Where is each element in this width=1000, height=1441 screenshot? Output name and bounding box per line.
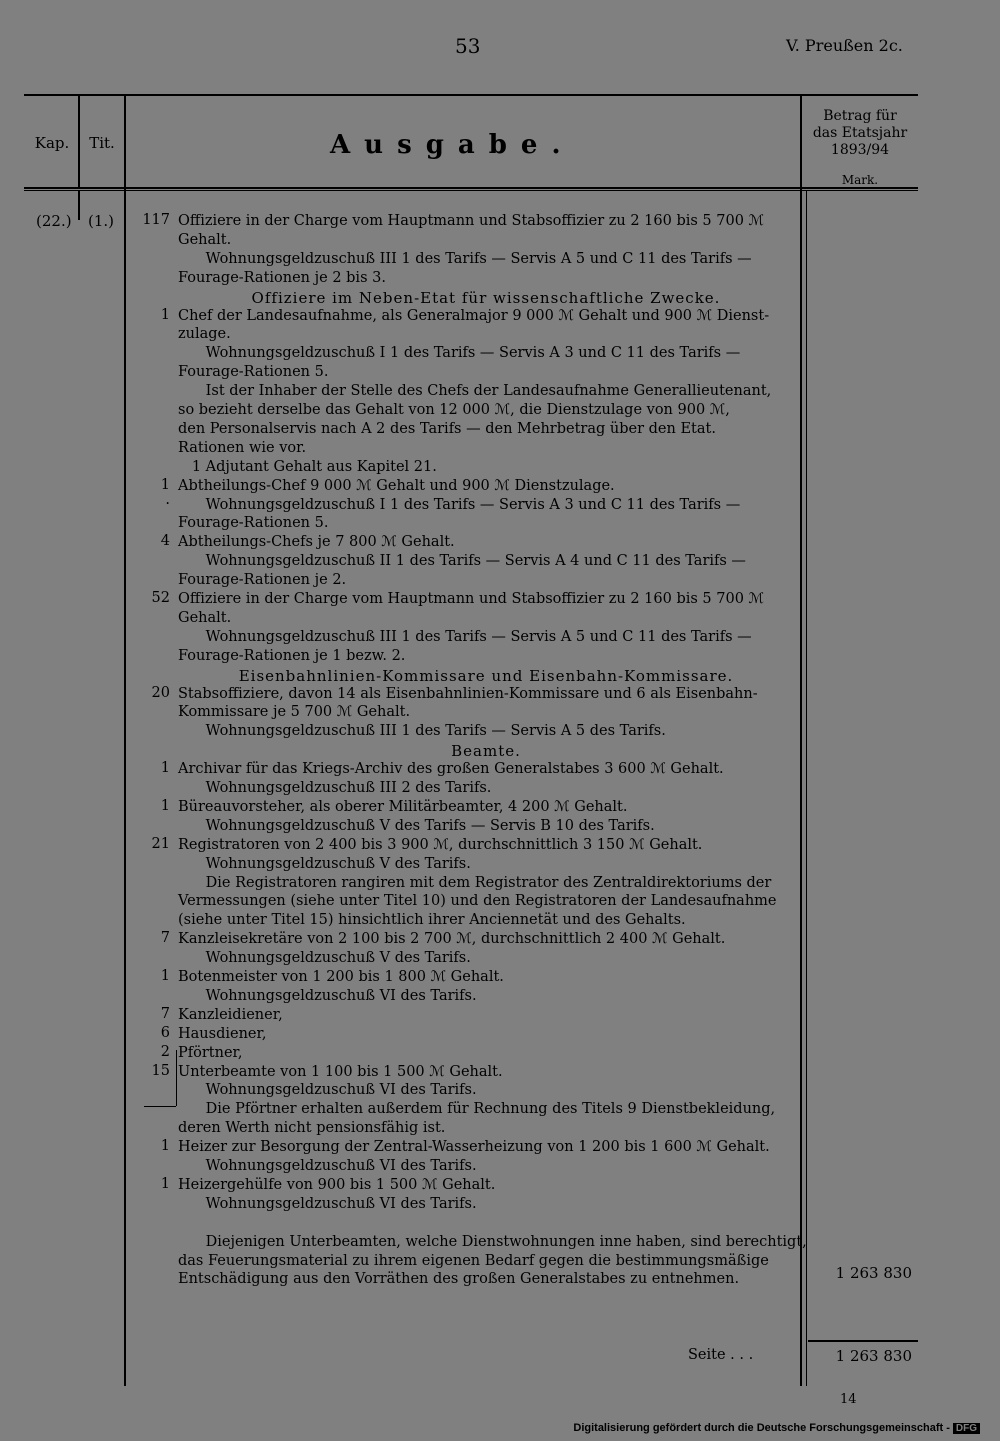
col-kap-header: Kap. bbox=[34, 134, 70, 152]
count: 21 bbox=[151, 835, 170, 852]
text-line: Wohnungsgeldzuschuß I 1 des Tarifs — Servis A 3 und C 11 des Tarifs — bbox=[178, 496, 741, 513]
count: 20 bbox=[151, 684, 170, 701]
text-line: Kanzleidiener, bbox=[178, 1006, 283, 1023]
text-line: Fourage-Rationen je 1 bezw. 2. bbox=[178, 647, 406, 664]
text-line: Stabsoffiziere, davon 14 als Eisenbahnlinien-Kommissare und 6 als Eisenbahn- bbox=[178, 685, 758, 702]
text-line: Wohnungsgeldzuschuß VI des Tarifs. bbox=[178, 1158, 477, 1174]
bracket-line bbox=[176, 1050, 177, 1106]
text-line: Entschädigung aus den Vorräthen des großen Generalstabes zu entnehmen. bbox=[178, 1271, 740, 1288]
text-line: 1 Adjutant Gehalt aus Kapitel 21. bbox=[178, 458, 437, 475]
text-line: Abtheilungs-Chefs je 7 800 ℳ Gehalt. bbox=[178, 534, 455, 551]
section-heading: Eisenbahnlinien-Kommissare und Eisenbahn-Kommissare. bbox=[238, 666, 734, 685]
table-header-rule-2 bbox=[24, 190, 918, 191]
seite-total: 1 263 830 bbox=[835, 1347, 912, 1365]
text-line: Wohnungsgeldzuschuß III 1 des Tarifs — Servis A 5 und C 11 des Tarifs — bbox=[178, 250, 752, 267]
count: 1 bbox=[160, 476, 170, 493]
text-line: Unterbeamte von 1 100 bis 1 500 ℳ Gehalt. bbox=[178, 1063, 503, 1080]
betrag-line-3: 1893/94 bbox=[830, 142, 890, 158]
text-line: Diejenigen Unterbeamten, welche Dienstwohnungen inne haben, sind berechtigt, bbox=[178, 1233, 807, 1250]
text-line: Die Pförtner erhalten außerdem für Rechnung des Titels 9 Dienstbekleidung, bbox=[178, 1101, 776, 1118]
footer-credit bbox=[573, 1422, 980, 1434]
text-line: Wohnungsgeldzuschuß VI des Tarifs. bbox=[178, 987, 477, 1004]
text-line: Chef der Landesaufnahme, als Generalmajor 9 000 ℳ Gehalt und 900 ℳ Dienst- bbox=[178, 307, 770, 324]
count: 1 bbox=[160, 797, 170, 814]
text-line: Wohnungsgeldzuschuß VI des Tarifs. bbox=[178, 1082, 477, 1099]
text-line: Wohnungsgeldzuschuß III 1 des Tarifs — Servis A 5 des Tarifs. bbox=[178, 723, 666, 740]
text-line: Büreauvorsteher, als oberer Militärbeamter, 4 200 ℳ Gehalt. bbox=[178, 798, 628, 815]
text-line: Fourage-Rationen je 2 bis 3. bbox=[178, 269, 386, 286]
text-line: Offiziere in der Charge vom Hauptmann und Stabsoffizier zu 2 160 bis 5 700 ℳ bbox=[178, 591, 765, 607]
text-line: Wohnungsgeldzuschuß V des Tarifs. bbox=[178, 855, 471, 872]
betrag-line-2: das Etatsjahr bbox=[812, 125, 908, 141]
seite-label: Seite . . . bbox=[688, 1347, 754, 1363]
col-unit: Mark. bbox=[841, 173, 879, 187]
section-heading: Offiziere im Neben-Etat für wissenschaftliche Zwecke. bbox=[251, 288, 721, 307]
subtotal-amount: 1 263 830 bbox=[835, 1264, 912, 1282]
text-line: den Personalservis nach A 2 des Tarifs — den Mehrbetrag über den Etat. bbox=[178, 420, 716, 437]
text-line: so bezieht derselbe das Gehalt von 12 000 ℳ, die Dienstzulage von 900 ℳ, bbox=[178, 402, 730, 418]
col-betrag-header bbox=[804, 108, 916, 159]
count: · bbox=[165, 495, 170, 512]
count: 1 bbox=[160, 760, 170, 777]
text-line: Wohnungsgeldzuschuß II 1 des Tarifs — Servis A 4 und C 11 des Tarifs — bbox=[178, 553, 746, 570]
text-line: Vermessungen (siehe unter Titel 10) und den Registratoren der Landesaufnahme bbox=[178, 893, 777, 910]
table-top-rule bbox=[24, 94, 918, 96]
count: 1 bbox=[160, 968, 170, 984]
table-title: Ausgabe. bbox=[330, 130, 575, 160]
text-line: Ist der Inhaber der Stelle des Chefs der Landesaufnahme Generallieutenant, bbox=[178, 383, 772, 400]
text-line: Fourage-Rationen 5. bbox=[178, 364, 329, 381]
text-line: Wohnungsgeldzuschuß III 2 des Tarifs. bbox=[178, 780, 492, 796]
text-line: Gehalt. bbox=[178, 231, 232, 248]
text-line: Rationen wie vor. bbox=[178, 439, 307, 456]
col-divider-3 bbox=[800, 96, 802, 1386]
total-rule bbox=[808, 1340, 918, 1342]
subtotal-rule bbox=[144, 1106, 176, 1107]
text-line: Fourage-Rationen 5. bbox=[178, 515, 329, 532]
text-line: zulage. bbox=[178, 326, 231, 343]
text-line: Wohnungsgeldzuschuß V des Tarifs. bbox=[178, 950, 471, 967]
text-line: deren Werth nicht pensionsfähig ist. bbox=[178, 1120, 446, 1137]
table-header-rule bbox=[24, 187, 918, 189]
text-line: Die Registratoren rangiren mit dem Registrator des Zentraldirektoriums der bbox=[178, 874, 772, 891]
kapitel-label: (22.) bbox=[36, 212, 72, 230]
footer-text: Digitalisierung gefördert durch die Deutsche Forschungsgemeinschaft - bbox=[573, 1422, 950, 1434]
count: 1 bbox=[160, 1175, 170, 1192]
text-line: Wohnungsgeldzuschuß VI des Tarifs. bbox=[178, 1195, 477, 1212]
col-divider-2 bbox=[124, 96, 126, 1386]
text-line: Hausdiener, bbox=[178, 1025, 267, 1042]
text-line: Abtheilungs-Chef 9 000 ℳ Gehalt und 900 ℳ Dienstzulage. bbox=[178, 477, 615, 494]
count: 2 bbox=[160, 1043, 170, 1060]
running-title: V. Preußen 2c. bbox=[786, 36, 903, 55]
col-divider-3b bbox=[806, 190, 807, 1386]
text-line: Kommissare je 5 700 ℳ Gehalt. bbox=[178, 704, 411, 721]
text-line: Fourage-Rationen je 2. bbox=[178, 572, 347, 589]
dfg-logo: DFG bbox=[953, 1423, 980, 1434]
text-line: Gehalt. bbox=[178, 609, 232, 626]
text-line: Offiziere in der Charge vom Hauptmann und Stabsoffizier zu 2 160 bis 5 700 ℳ bbox=[178, 213, 765, 229]
text-line: Pförtner, bbox=[178, 1044, 243, 1061]
count: 4 bbox=[160, 533, 170, 550]
text-line: Botenmeister von 1 200 bis 1 800 ℳ Gehalt. bbox=[178, 969, 504, 985]
count: 6 bbox=[160, 1024, 170, 1041]
count: 117 bbox=[142, 212, 170, 228]
titel-label: (1.) bbox=[88, 212, 115, 230]
col-divider-1-body bbox=[78, 190, 80, 220]
page-marker: 14 bbox=[840, 1392, 857, 1407]
text-line: Archivar für das Kriegs-Archiv des großen Generalstabes 3 600 ℳ Gehalt. bbox=[178, 761, 724, 778]
count: 52 bbox=[151, 590, 170, 606]
count: 1 bbox=[160, 306, 170, 323]
text-line: Heizergehülfe von 900 bis 1 500 ℳ Gehalt. bbox=[178, 1176, 496, 1193]
count: 15 bbox=[151, 1062, 170, 1079]
count: 1 bbox=[160, 1138, 170, 1155]
text-line: Registratoren von 2 400 bis 3 900 ℳ, durchschnittlich 3 150 ℳ Gehalt. bbox=[178, 836, 703, 853]
text-line: Kanzleisekretäre von 2 100 bis 2 700 ℳ, durchschnittlich 2 400 ℳ Gehalt. bbox=[178, 931, 726, 948]
text-line: Wohnungsgeldzuschuß I 1 des Tarifs — Servis A 3 und C 11 des Tarifs — bbox=[178, 345, 741, 362]
text-line: (siehe unter Titel 15) hinsichtlich ihrer Anciennetät und des Gehalts. bbox=[178, 912, 686, 929]
count: 7 bbox=[160, 1005, 170, 1022]
section-heading: Beamte. bbox=[451, 742, 521, 761]
col-tit-header: Tit. bbox=[89, 134, 115, 152]
col-divider-1-header bbox=[78, 96, 80, 188]
text-line: das Feuerungsmaterial zu ihrem eigenen Bedarf gegen die bestimmungsmäßige bbox=[178, 1252, 769, 1269]
text-line: Wohnungsgeldzuschuß III 1 des Tarifs — Servis A 5 und C 11 des Tarifs — bbox=[178, 628, 752, 645]
betrag-line-1: Betrag für bbox=[823, 108, 897, 124]
text-line: Wohnungsgeldzuschuß V des Tarifs — Servis B 10 des Tarifs. bbox=[178, 817, 655, 834]
count: 7 bbox=[160, 930, 170, 947]
text-line: Heizer zur Besorgung der Zentral-Wasserheizung von 1 200 bis 1 600 ℳ Gehalt. bbox=[178, 1139, 770, 1156]
page-number: 53 bbox=[455, 34, 481, 58]
